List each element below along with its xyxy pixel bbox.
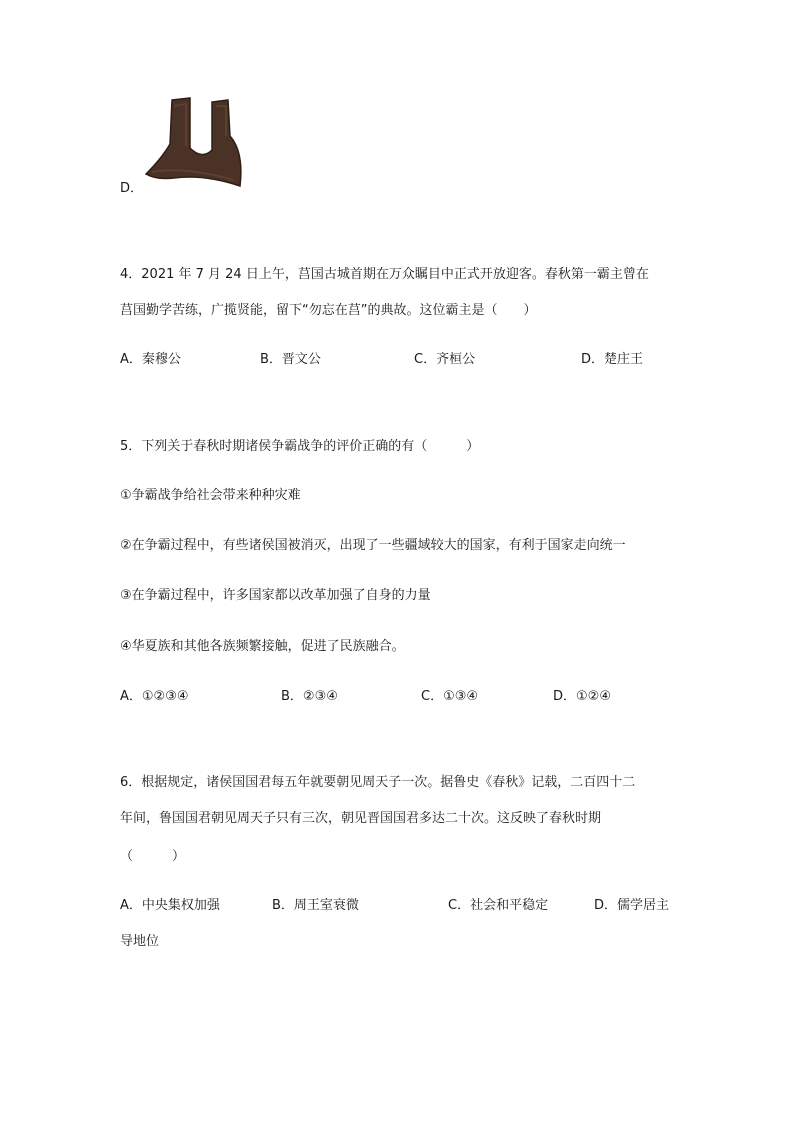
q4-option-b: B．晋文公 bbox=[260, 352, 321, 367]
q6-option-d: D．儒学居主 bbox=[594, 898, 670, 913]
q4-stem-line1: 4．2021 年 7 月 24 日上午，莒国古城首期在万众瞩目中正式开放迎客。春秋第一霸主曾在 bbox=[120, 267, 649, 282]
q6-option-d-continued: 导地位 bbox=[120, 934, 160, 949]
q5-option-c: C．①③④ bbox=[421, 689, 479, 704]
bronze-artifact-image bbox=[144, 96, 244, 190]
q5-option-b: B．②③④ bbox=[281, 689, 338, 704]
q5-statement-4: ④华夏族和其他各族频繁接触，促进了民族融合。 bbox=[120, 639, 405, 654]
q5-option-a: A．①②③④ bbox=[120, 689, 189, 704]
q5-statement-3: ③在争霸过程中，许多国家都以改革加强了自身的力量 bbox=[120, 588, 431, 603]
q6-stem-line2: 年间，鲁国国君朝见周天子只有三次，朝见晋国国君多达二十次。这反映了春秋时期 bbox=[120, 811, 602, 826]
prev-option-d: D． bbox=[120, 181, 144, 196]
q6-option-a: A．中央集权加强 bbox=[120, 898, 220, 913]
q5-statement-1: ①争霸战争给社会带来种种灾难 bbox=[120, 488, 301, 503]
q6-option-b: B．周王室衰微 bbox=[272, 898, 359, 913]
q4-stem-line2: 莒国勤学苦练，广揽贤能，留下“勿忘在莒”的典故。这位霸主是（ ） bbox=[120, 303, 537, 318]
q6-option-c: C．社会和平稳定 bbox=[448, 898, 549, 913]
q5-option-d: D．①②④ bbox=[553, 689, 611, 704]
q5-statement-2: ②在争霸过程中，有些诸侯国被消灭，出现了一些疆域较大的国家，有利于国家走向统一 bbox=[120, 538, 626, 553]
q4-option-a: A．秦穆公 bbox=[120, 352, 181, 367]
q6-stem-line1: 6．根据规定，诸侯国国君每五年就要朝见周天子一次。据鲁史《春秋》记载，二百四十二 bbox=[120, 775, 636, 790]
q4-option-d: D．楚庄王 bbox=[581, 352, 644, 367]
q4-option-c: C．齐桓公 bbox=[414, 352, 476, 367]
q6-stem-line3: （ ） bbox=[120, 849, 186, 864]
q5-stem: 5．下列关于春秋时期诸侯争霸战争的评价正确的有（ ） bbox=[120, 439, 480, 454]
